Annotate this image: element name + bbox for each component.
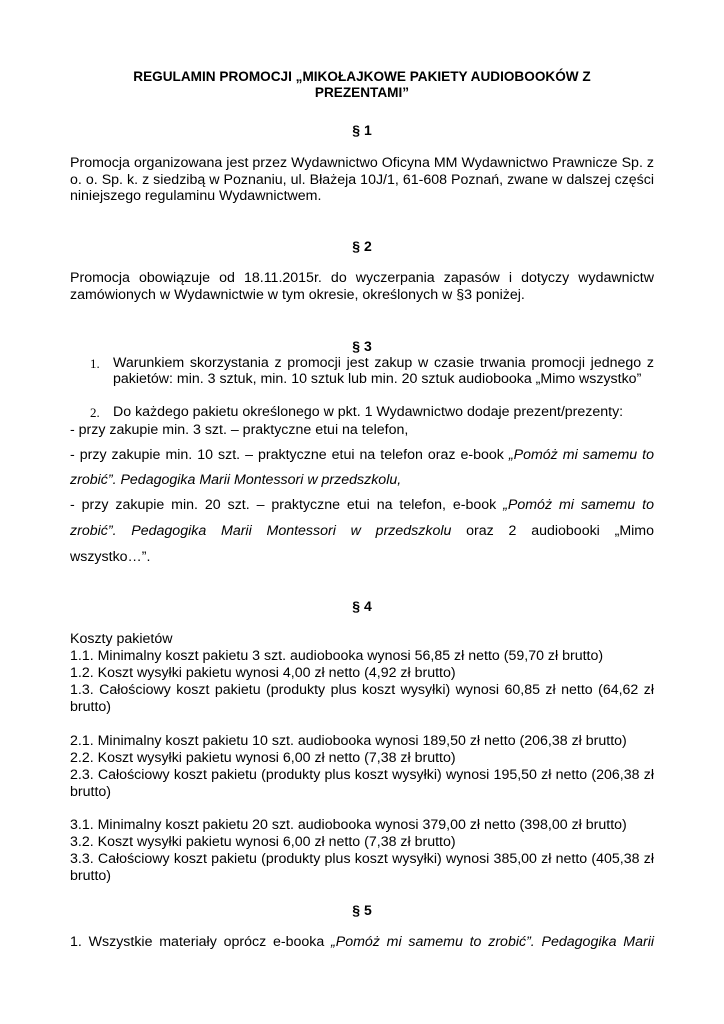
cost-line: 2.1. Minimalny koszt pakietu 10 szt. audiobooka wynosi 189,50 zł netto (206,38 zł brutto) [70, 733, 627, 749]
cost-line: 2.3. Całościowy koszt pakietu (produkty plus koszt wysyłki) wynosi 195,50 zł netto (206,38 zł brutto) [70, 767, 654, 800]
section-1-text: Promocja organizowana jest przez Wydawnictwo Oficyna MM Wydawnictwo Prawnicze Sp. z o. o. Sp. k. z siedzibą w Poznaniu, ul. Błażeja 10J/1, 61-608 Poznań, zwane w dalszej części niniejszego regulaminu Wydawnictwem. [70, 155, 654, 204]
gift-3-pack: - przy zakupie min. 3 szt. – praktyczne etui na telefon, [70, 422, 409, 438]
section-4-heading: § 4 [352, 598, 372, 614]
gift-20-pack-line-2: zrobić”. Pedagogika Marii Montessori w przedszkolu oraz 2 audiobooki „Mimo [70, 523, 655, 539]
section-1-heading: § 1 [352, 122, 372, 138]
section-5-heading: § 5 [352, 902, 372, 918]
gift-20-pack-line-3: wszystko…”. [70, 549, 151, 565]
section-2-text: Promocja obowiązuje od 18.11.2015r. do wyczerpania zapasów i dotyczy wydawnictw zamówionych w Wydawnictwie w tym okresie, określonych w §3 poniżej. [70, 270, 654, 303]
list-item: Warunkiem skorzystania z promocji jest zakup w czasie trwania promocji jednego z pakietów: min. 3 sztuk, min. 10 sztuk lub min. 20 sztuk audiobooka „Mimo wszystko” [113, 355, 654, 387]
list-item: Do każdego pakietu określonego w pkt. 1 Wydawnictwo dodaje prezent/prezenty: [113, 404, 624, 420]
gift-10-pack-line-2: zrobić”. Pedagogika Marii Montessori w przedszkolu, [70, 472, 402, 488]
list-number: 1. [90, 356, 100, 371]
list-number: 2. [90, 405, 100, 420]
gift-10-pack-line-1: - przy zakupie min. 10 szt. – praktyczne etui na telefon oraz e-book „Pomóż mi samemu to [70, 447, 654, 463]
gift-20-pack-line-1: - przy zakupie min. 20 szt. – praktyczne etui na telefon, e-book „Pomóż mi samemu to [70, 497, 654, 513]
cost-line: 3.3. Całościowy koszt pakietu (produkty plus koszt wysyłki) wynosi 385,00 zł netto (405,38 zł brutto) [70, 851, 654, 884]
cost-line: 2.2. Koszt wysyłki pakietu wynosi 6,00 zł netto (7,38 zł brutto) [70, 750, 456, 766]
document-title: REGULAMIN PROMOCJI „MIKOŁAJKOWE PAKIETY AUDIOBOOKÓW Z PREZENTAMI” [133, 69, 591, 100]
section-2-heading: § 2 [352, 238, 372, 254]
section-3-heading: § 3 [352, 338, 372, 354]
cost-line: 3.1. Minimalny koszt pakietu 20 szt. audiobooka wynosi 379,00 zł netto (398,00 zł brutto) [70, 817, 627, 833]
cost-line: 1.2. Koszt wysyłki pakietu wynosi 4,00 zł netto (4,92 zł brutto) [70, 665, 456, 681]
cost-line: 3.2. Koszt wysyłki pakietu wynosi 6,00 zł netto (7,38 zł brutto) [70, 834, 456, 850]
cost-line: 1.3. Całościowy koszt pakietu (produkty plus koszt wysyłki) wynosi 60,85 zł netto (64,62 zł brutto) [70, 682, 654, 715]
section-5-line-1: 1. Wszystkie materiały oprócz e-booka „Pomóż mi samemu to zrobić”. Pedagogika Marii [70, 934, 654, 950]
cost-line: 1.1. Minimalny koszt pakietu 3 szt. audiobooka wynosi 56,85 zł netto (59,70 zł brutto) [70, 648, 604, 664]
costs-intro: Koszty pakietów [70, 631, 173, 647]
